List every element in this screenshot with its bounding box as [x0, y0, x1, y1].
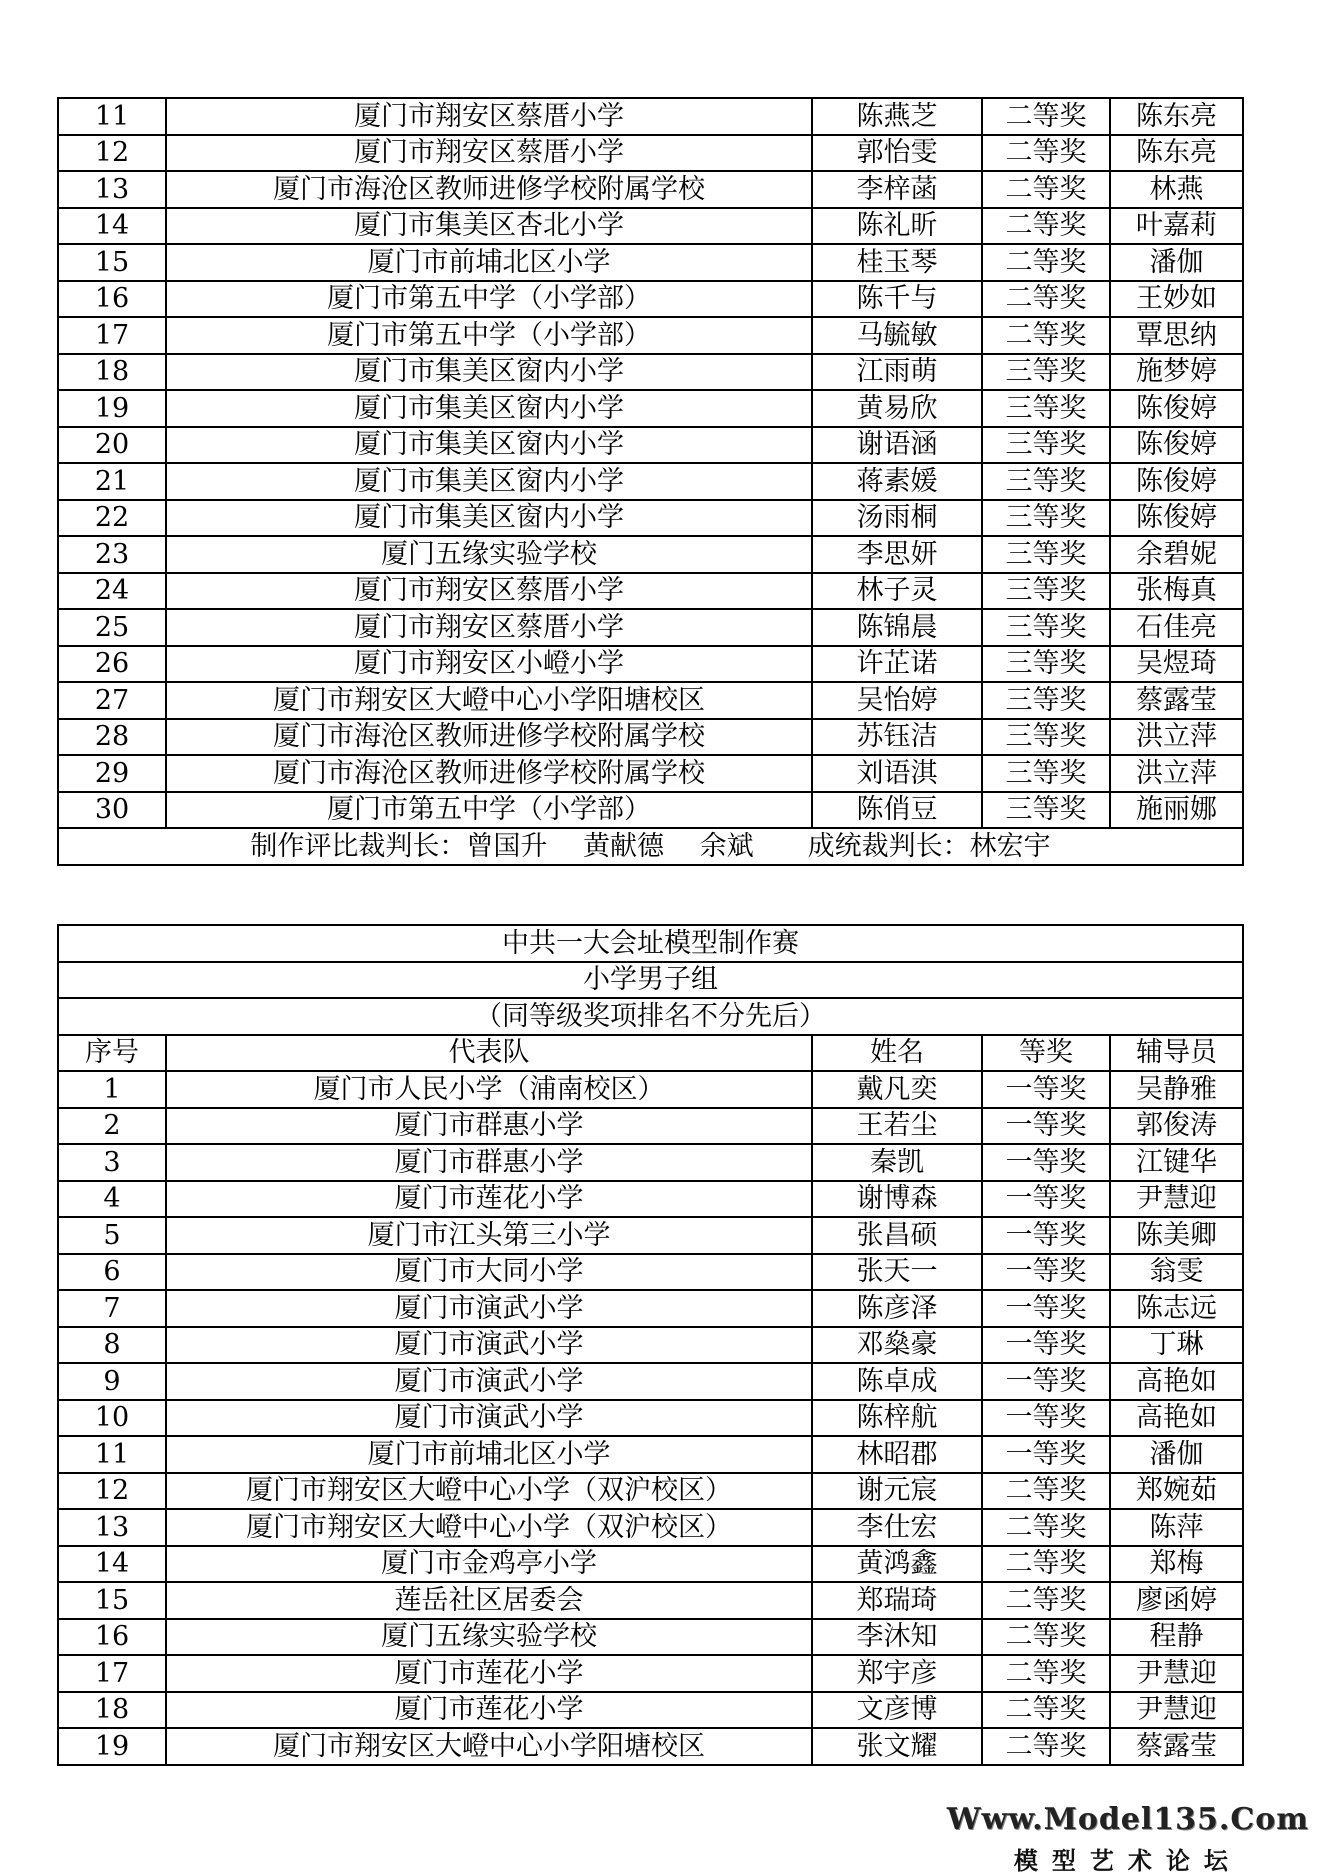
cell-name: 郑宇彦: [812, 1655, 982, 1692]
cell-name: 陈锦晨: [812, 609, 982, 646]
cell-no: 5: [58, 1217, 166, 1254]
cell-name: 蒋素媛: [812, 463, 982, 500]
cell-award: 一等奖: [982, 1071, 1110, 1108]
cell-award: 一等奖: [982, 1144, 1110, 1181]
cell-team: 厦门市翔安区大嶝中心小学（双沪校区）: [166, 1509, 812, 1546]
cell-no: 8: [58, 1327, 166, 1364]
cell-award: 二等奖: [982, 1692, 1110, 1729]
cell-no: 17: [58, 317, 166, 354]
watermark-subtitle: 模型艺术论坛: [1013, 1846, 1242, 1875]
cell-award: 二等奖: [982, 171, 1110, 208]
table-row: [58, 1509, 1243, 1546]
cell-coach: 廖函婷: [1110, 1582, 1243, 1619]
cell-team: 厦门市前埔北区小学: [166, 244, 812, 281]
cell-coach: 尹慧迎: [1110, 1181, 1243, 1218]
cell-coach: 吴煜琦: [1110, 646, 1243, 683]
cell-award: 二等奖: [982, 98, 1110, 135]
cell-name: 谢元宸: [812, 1473, 982, 1510]
table-row: [58, 354, 1243, 391]
table-row: [58, 1728, 1243, 1765]
cell-team: 厦门市翔安区小嶝小学: [166, 646, 812, 683]
group-row: [58, 962, 1243, 999]
table-row: [58, 792, 1243, 829]
cell-name: 谢博森: [812, 1181, 982, 1218]
cell-name: 汤雨桐: [812, 500, 982, 537]
cell-name: 陈彦泽: [812, 1290, 982, 1327]
cell-team: 厦门市集美区窗内小学: [166, 427, 812, 464]
cell-coach: 张梅真: [1110, 573, 1243, 610]
cell-no: 9: [58, 1363, 166, 1400]
cell-award: 二等奖: [982, 1728, 1110, 1765]
cell-award: 三等奖: [982, 719, 1110, 756]
table-row: [58, 281, 1243, 318]
cell-no: 19: [58, 390, 166, 427]
cell-name: 陈卓成: [812, 1363, 982, 1400]
note-row: [58, 998, 1243, 1035]
cell-award: 二等奖: [982, 1655, 1110, 1692]
header-name: 姓名: [812, 1035, 982, 1072]
cell-coach: 陈东亮: [1110, 98, 1243, 135]
cell-award: 二等奖: [982, 208, 1110, 245]
table-row: [58, 135, 1243, 172]
cell-coach: 陈东亮: [1110, 135, 1243, 172]
table-row: [58, 1692, 1243, 1729]
table-row: [58, 1144, 1243, 1181]
cell-no: 15: [58, 1582, 166, 1619]
cell-no: 18: [58, 1692, 166, 1729]
cell-coach: 蔡露莹: [1110, 682, 1243, 719]
cell-name: 许芷诺: [812, 646, 982, 683]
cell-award: 二等奖: [982, 1509, 1110, 1546]
cell-coach: 林燕: [1110, 171, 1243, 208]
cell-award: 三等奖: [982, 792, 1110, 829]
cell-name: 马毓敏: [812, 317, 982, 354]
cell-coach: 陈美卿: [1110, 1217, 1243, 1254]
competition-title: 中共一大会址模型制作赛: [58, 925, 1243, 962]
cell-coach: 尹慧迎: [1110, 1655, 1243, 1692]
cell-coach: 洪立萍: [1110, 755, 1243, 792]
table-row: [58, 317, 1243, 354]
table-row: [58, 1290, 1243, 1327]
cell-name: 秦凯: [812, 1144, 982, 1181]
cell-name: 谢语涵: [812, 427, 982, 464]
cell-coach: 叶嘉莉: [1110, 208, 1243, 245]
cell-no: 1: [58, 1071, 166, 1108]
cell-award: 二等奖: [982, 1546, 1110, 1583]
cell-coach: 洪立萍: [1110, 719, 1243, 756]
cell-team: 厦门市集美区窗内小学: [166, 500, 812, 537]
cell-team: 厦门市翔安区蔡厝小学: [166, 98, 812, 135]
cell-coach: 陈俊婷: [1110, 500, 1243, 537]
cell-award: 一等奖: [982, 1363, 1110, 1400]
cell-name: 陈梓航: [812, 1400, 982, 1437]
cell-no: 12: [58, 1473, 166, 1510]
header-no: 序号: [58, 1035, 166, 1072]
cell-award: 二等奖: [982, 281, 1110, 318]
cell-name: 戴凡奕: [812, 1071, 982, 1108]
cell-no: 11: [58, 1436, 166, 1473]
cell-team: 厦门市集美区窗内小学: [166, 354, 812, 391]
cell-coach: 石佳亮: [1110, 609, 1243, 646]
cell-award: 一等奖: [982, 1181, 1110, 1218]
cell-name: 张天一: [812, 1254, 982, 1291]
header-row: [58, 1035, 1243, 1072]
cell-name: 李仕宏: [812, 1509, 982, 1546]
cell-team: 厦门市莲花小学: [166, 1655, 812, 1692]
cell-no: 28: [58, 719, 166, 756]
cell-coach: 程静: [1110, 1619, 1243, 1656]
cell-award: 一等奖: [982, 1254, 1110, 1291]
table-row: [58, 208, 1243, 245]
table-row: [58, 536, 1243, 573]
cell-coach: 郑婉茹: [1110, 1473, 1243, 1510]
cell-award: 三等奖: [982, 536, 1110, 573]
cell-award: 二等奖: [982, 1582, 1110, 1619]
cell-coach: 郭俊涛: [1110, 1108, 1243, 1145]
cell-no: 6: [58, 1254, 166, 1291]
cell-name: 文彦博: [812, 1692, 982, 1729]
cell-name: 苏钰洁: [812, 719, 982, 756]
cell-team: 厦门市集美区窗内小学: [166, 390, 812, 427]
cell-no: 17: [58, 1655, 166, 1692]
table-row: [58, 609, 1243, 646]
cell-coach: 覃思纳: [1110, 317, 1243, 354]
cell-no: 14: [58, 208, 166, 245]
cell-team: 厦门市演武小学: [166, 1400, 812, 1437]
cell-award: 三等奖: [982, 682, 1110, 719]
cell-name: 张文耀: [812, 1728, 982, 1765]
cell-award: 二等奖: [982, 135, 1110, 172]
table-row: [58, 682, 1243, 719]
cell-no: 30: [58, 792, 166, 829]
table-row: [58, 719, 1243, 756]
table-row: [58, 98, 1243, 135]
table-row: [58, 755, 1243, 792]
header-award: 等奖: [982, 1035, 1110, 1072]
cell-award: 二等奖: [982, 1619, 1110, 1656]
cell-no: 27: [58, 682, 166, 719]
results-table-boys: [57, 924, 1244, 1766]
cell-no: 4: [58, 1181, 166, 1218]
cell-no: 21: [58, 463, 166, 500]
cell-coach: 陈俊婷: [1110, 427, 1243, 464]
cell-name: 林子灵: [812, 573, 982, 610]
cell-award: 三等奖: [982, 646, 1110, 683]
cell-name: 刘语淇: [812, 755, 982, 792]
cell-team: 厦门市翔安区大嶝中心小学阳塘校区: [166, 1728, 812, 1765]
cell-no: 15: [58, 244, 166, 281]
cell-team: 厦门市海沧区教师进修学校附属学校: [166, 171, 812, 208]
cell-no: 18: [58, 354, 166, 391]
cell-coach: 翁雯: [1110, 1254, 1243, 1291]
cell-team: 厦门市群惠小学: [166, 1108, 812, 1145]
cell-no: 25: [58, 609, 166, 646]
cell-team: 厦门市演武小学: [166, 1363, 812, 1400]
cell-coach: 王妙如: [1110, 281, 1243, 318]
cell-team: 厦门市集美区窗内小学: [166, 463, 812, 500]
group-title: 小学男子组: [58, 962, 1243, 999]
table-row: [58, 1400, 1243, 1437]
cell-award: 三等奖: [982, 573, 1110, 610]
cell-team: 厦门市翔安区蔡厝小学: [166, 609, 812, 646]
cell-award: 一等奖: [982, 1400, 1110, 1437]
cell-coach: 潘伽: [1110, 244, 1243, 281]
cell-name: 吴怡婷: [812, 682, 982, 719]
cell-name: 陈千与: [812, 281, 982, 318]
cell-team: 厦门市翔安区大嶝中心小学阳塘校区: [166, 682, 812, 719]
cell-no: 23: [58, 536, 166, 573]
cell-team: 厦门市第五中学（小学部）: [166, 792, 812, 829]
ranking-note: （同等级奖项排名不分先后）: [58, 998, 1243, 1035]
cell-team: 厦门市演武小学: [166, 1327, 812, 1364]
watermark-url: Www.Model135.Com: [946, 1802, 1309, 1837]
cell-coach: 高艳如: [1110, 1400, 1243, 1437]
cell-coach: 施丽娜: [1110, 792, 1243, 829]
cell-no: 16: [58, 281, 166, 318]
table-row: [58, 1473, 1243, 1510]
cell-team: 厦门市演武小学: [166, 1290, 812, 1327]
cell-coach: 陈志远: [1110, 1290, 1243, 1327]
table-row: [58, 1071, 1243, 1108]
cell-no: 20: [58, 427, 166, 464]
cell-no: 24: [58, 573, 166, 610]
cell-award: 一等奖: [982, 1108, 1110, 1145]
cell-team: 厦门市前埔北区小学: [166, 1436, 812, 1473]
cell-team: 厦门市莲花小学: [166, 1692, 812, 1729]
cell-coach: 丁琳: [1110, 1327, 1243, 1364]
cell-name: 陈燕芝: [812, 98, 982, 135]
cell-name: 林昭郡: [812, 1436, 982, 1473]
cell-name: 李沐知: [812, 1619, 982, 1656]
cell-team: 厦门市集美区杏北小学: [166, 208, 812, 245]
cell-name: 陈礼昕: [812, 208, 982, 245]
cell-coach: 陈俊婷: [1110, 463, 1243, 500]
header-coach: 辅导员: [1110, 1035, 1243, 1072]
table-row: [58, 427, 1243, 464]
table-row: [58, 1619, 1243, 1656]
cell-team: 厦门五缘实验学校: [166, 536, 812, 573]
cell-no: 14: [58, 1546, 166, 1583]
table1-body: [58, 98, 1243, 828]
cell-no: 2: [58, 1108, 166, 1145]
cell-name: 陈俏豆: [812, 792, 982, 829]
table-row: [58, 1655, 1243, 1692]
cell-name: 张昌硕: [812, 1217, 982, 1254]
cell-name: 桂玉琴: [812, 244, 982, 281]
watermark: [947, 1802, 1309, 1876]
table-row: [58, 463, 1243, 500]
cell-name: 郭怡雯: [812, 135, 982, 172]
cell-team: 厦门市大同小学: [166, 1254, 812, 1291]
table-row: [58, 244, 1243, 281]
cell-coach: 蔡露莹: [1110, 1728, 1243, 1765]
cell-team: 厦门市第五中学（小学部）: [166, 281, 812, 318]
table-row: [58, 646, 1243, 683]
cell-no: 11: [58, 98, 166, 135]
cell-team: 厦门市江头第三小学: [166, 1217, 812, 1254]
cell-name: 黄鸿鑫: [812, 1546, 982, 1583]
cell-no: 16: [58, 1619, 166, 1656]
cell-coach: 陈俊婷: [1110, 390, 1243, 427]
cell-team: 厦门市第五中学（小学部）: [166, 317, 812, 354]
table1-footer-row: [58, 828, 1243, 865]
cell-coach: 高艳如: [1110, 1363, 1243, 1400]
cell-award: 三等奖: [982, 390, 1110, 427]
cell-no: 12: [58, 135, 166, 172]
cell-name: 王若尘: [812, 1108, 982, 1145]
judges-line: 制作评比裁判长：曾国升 黄献德 余斌 成统裁判长：林宏宇: [58, 828, 1243, 865]
cell-no: 13: [58, 1509, 166, 1546]
cell-team: 厦门市海沧区教师进修学校附属学校: [166, 719, 812, 756]
title-row: [58, 925, 1243, 962]
cell-award: 一等奖: [982, 1436, 1110, 1473]
table-row: [58, 1363, 1243, 1400]
cell-team: 莲岳社区居委会: [166, 1582, 812, 1619]
cell-team: 厦门市翔安区蔡厝小学: [166, 573, 812, 610]
cell-award: 三等奖: [982, 500, 1110, 537]
cell-award: 二等奖: [982, 317, 1110, 354]
cell-team: 厦门五缘实验学校: [166, 1619, 812, 1656]
cell-award: 三等奖: [982, 755, 1110, 792]
cell-no: 29: [58, 755, 166, 792]
cell-name: 李梓菡: [812, 171, 982, 208]
table-row: [58, 1181, 1243, 1218]
cell-name: 江雨萌: [812, 354, 982, 391]
cell-award: 二等奖: [982, 244, 1110, 281]
cell-team: 厦门市海沧区教师进修学校附属学校: [166, 755, 812, 792]
table-row: [58, 1546, 1243, 1583]
cell-no: 26: [58, 646, 166, 683]
cell-no: 22: [58, 500, 166, 537]
cell-award: 三等奖: [982, 354, 1110, 391]
table-row: [58, 1254, 1243, 1291]
cell-award: 一等奖: [982, 1217, 1110, 1254]
cell-award: 二等奖: [982, 1473, 1110, 1510]
cell-no: 7: [58, 1290, 166, 1327]
cell-team: 厦门市翔安区蔡厝小学: [166, 135, 812, 172]
table-row: [58, 1582, 1243, 1619]
cell-award: 一等奖: [982, 1327, 1110, 1364]
table-row: [58, 500, 1243, 537]
table-row: [58, 1108, 1243, 1145]
cell-team: 厦门市莲花小学: [166, 1181, 812, 1218]
table-row: [58, 1217, 1243, 1254]
table-row: [58, 390, 1243, 427]
cell-name: 李思妍: [812, 536, 982, 573]
cell-name: 郑瑞琦: [812, 1582, 982, 1619]
table-row: [58, 573, 1243, 610]
cell-team: 厦门市群惠小学: [166, 1144, 812, 1181]
header-team: 代表队: [166, 1035, 812, 1072]
cell-no: 13: [58, 171, 166, 208]
cell-no: 10: [58, 1400, 166, 1437]
cell-coach: 陈萍: [1110, 1509, 1243, 1546]
cell-coach: 江键华: [1110, 1144, 1243, 1181]
cell-coach: 尹慧迎: [1110, 1692, 1243, 1729]
cell-award: 三等奖: [982, 609, 1110, 646]
table-row: [58, 1436, 1243, 1473]
cell-coach: 余碧妮: [1110, 536, 1243, 573]
cell-coach: 施梦婷: [1110, 354, 1243, 391]
cell-no: 19: [58, 1728, 166, 1765]
cell-team: 厦门市人民小学（浦南校区）: [166, 1071, 812, 1108]
results-table-continued: [57, 97, 1244, 866]
cell-coach: 吴静雅: [1110, 1071, 1243, 1108]
cell-award: 一等奖: [982, 1290, 1110, 1327]
cell-name: 黄易欣: [812, 390, 982, 427]
cell-no: 3: [58, 1144, 166, 1181]
table-row: [58, 171, 1243, 208]
cell-team: 厦门市金鸡亭小学: [166, 1546, 812, 1583]
cell-team: 厦门市翔安区大嶝中心小学（双沪校区）: [166, 1473, 812, 1510]
cell-coach: 郑梅: [1110, 1546, 1243, 1583]
cell-name: 邓燊豪: [812, 1327, 982, 1364]
table2-body: [58, 1071, 1243, 1765]
cell-award: 三等奖: [982, 427, 1110, 464]
table-row: [58, 1327, 1243, 1364]
cell-award: 三等奖: [982, 463, 1110, 500]
cell-coach: 潘伽: [1110, 1436, 1243, 1473]
